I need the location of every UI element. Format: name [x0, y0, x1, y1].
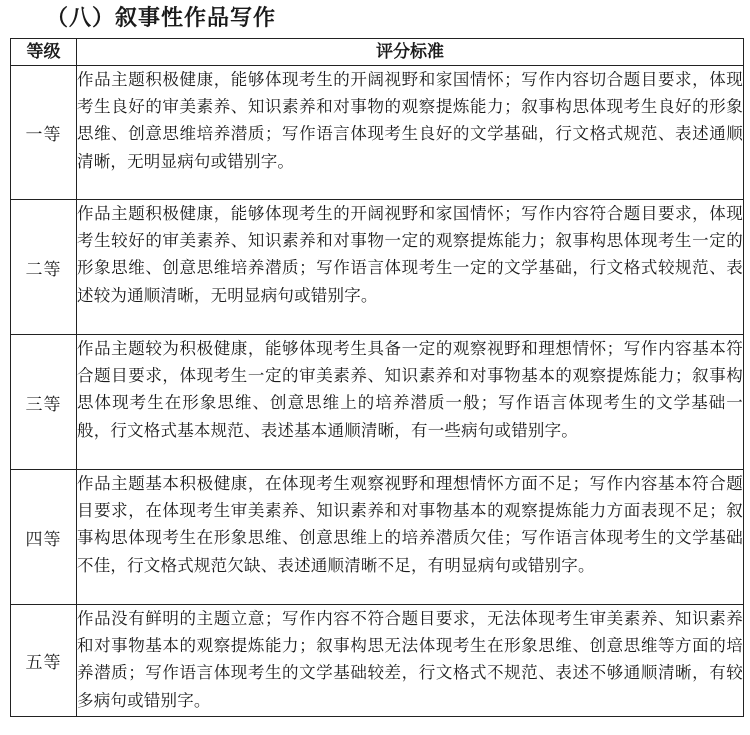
table-row: [11, 470, 744, 605]
grade-cell: 二等: [11, 200, 77, 335]
table-row: [11, 335, 744, 470]
criteria-cell: 作品主题积极健康，能够体现考生的开阔视野和家国情怀；写作内容符合题目要求，体现考生较好的审美素养、知识素养和对事物一定的观察提炼能力；叙事构思体现考生一定的形象思维、创意思维培养潜质；写作语言体现考生一定的文学基础，行文格式较规范、表述较为通顺清晰，无明显病句或错别字。: [77, 200, 744, 335]
grade-cell: 四等: [11, 470, 77, 605]
section-title: （八）叙事性作品写作: [46, 6, 277, 31]
criteria-cell: 作品主题基本积极健康，在体现考生观察视野和理想情怀方面不足；写作内容基本符合题目要求，在体现考生审美素养、知识素养和对事物基本的观察提炼能力方面表现不足；叙事构思体现考生在形象思维、创意思维上的培养潜质欠佳；写作语言体现考生的文学基础不佳，行文格式规范欠缺、表述通顺清晰不足，有明显病句或错别字。: [77, 470, 744, 605]
scoring-rubric-table: [10, 38, 744, 717]
grade-cell: 三等: [11, 335, 77, 470]
table-row: [11, 66, 744, 200]
table-row: [11, 200, 744, 335]
grade-cell: 一等: [11, 66, 77, 200]
grade-cell: 五等: [11, 605, 77, 717]
grade-column-header: 等级: [11, 39, 77, 66]
criteria-column-header: 评分标准: [77, 39, 744, 66]
criteria-cell: 作品主题积极健康，能够体现考生的开阔视野和家国情怀；写作内容切合题目要求，体现考生良好的审美素养、知识素养和对事物的观察提炼能力；叙事构思体现考生良好的形象思维、创意思维培养潜质；写作语言体现考生良好的文学基础，行文格式规范、表述通顺清晰，无明显病句或错别字。: [77, 66, 744, 200]
criteria-cell: 作品主题较为积极健康，能够体现考生具备一定的观察视野和理想情怀；写作内容基本符合题目要求，体现考生一定的审美素养、知识素养和对事物基本的观察提炼能力；叙事构思体现考生在形象思维、创意思维上的培养潜质一般；写作语言体现考生的文学基础一般，行文格式基本规范、表述基本通顺清晰，有一些病句或错别字。: [77, 335, 744, 470]
table-row: [11, 605, 744, 717]
criteria-cell: 作品没有鲜明的主题立意；写作内容不符合题目要求，无法体现考生审美素养、知识素养和对事物基本的观察提炼能力；叙事构思无法体现考生在形象思维、创意思维等方面的培养潜质；写作语言体现考生的文学基础较差，行文格式不规范、表述不够通顺清晰，有较多病句或错别字。: [77, 605, 744, 717]
table-header-row: [11, 39, 744, 66]
